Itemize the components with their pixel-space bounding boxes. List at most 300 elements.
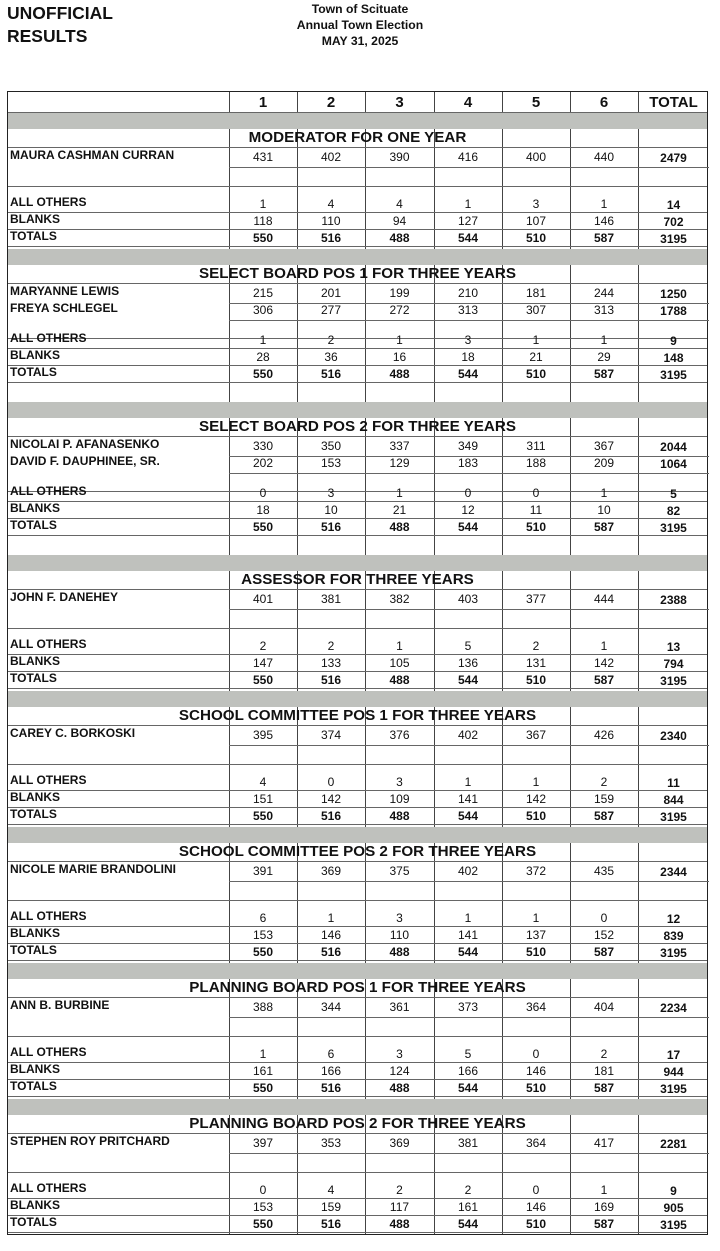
blanks-row-col-1: 153	[252, 1199, 274, 1214]
candidate-row-col-3: 129	[389, 455, 410, 470]
row-line	[8, 1198, 707, 1199]
candidate-row-col-2: 201	[320, 286, 342, 300]
candidate-row-col-5: 364	[525, 1136, 547, 1150]
candidate-name: JOHN F. DANEHEY	[10, 590, 119, 604]
totals-row-col-5: 510	[525, 1216, 547, 1231]
totals-row-col-4: 544	[457, 808, 479, 823]
candidate-name: STEPHEN ROY PRITCHARD	[10, 1134, 170, 1148]
blanks-row-col-2: 146	[320, 927, 342, 942]
candidate-row-col-6: 313	[593, 302, 615, 317]
blanks-row-col-6: 159	[593, 791, 615, 806]
candidate-row-col-3: 272	[389, 302, 410, 317]
candidate-row-col-1: 306	[252, 302, 274, 317]
blanks-row-col-6: 10	[597, 502, 611, 517]
blanks-row-col-1: 151	[252, 791, 274, 806]
candidate-row-col-1: 215	[252, 286, 274, 300]
all-others-row-col-1: 2	[259, 639, 267, 653]
blanks-row-col-3: 109	[389, 791, 410, 806]
all-others-row-col-1: 0	[259, 1183, 267, 1197]
candidate-row-col-2: 153	[320, 455, 342, 470]
totals-row-col-1: 550	[252, 944, 274, 959]
candidate-row-col-1: 391	[252, 864, 274, 878]
candidate-row-col-6: 444	[593, 592, 615, 606]
candidate-row-col-2: 369	[320, 864, 342, 878]
all-others-row-col-6: 1	[600, 486, 608, 500]
blanks-row-col-5: 142	[525, 791, 547, 806]
totals-row-col-3: 488	[389, 366, 410, 381]
blanks-row-col-4: 18	[461, 349, 475, 364]
candidate-row-col-2: 350	[320, 439, 342, 453]
blanks-row-col-3: 21	[392, 502, 407, 517]
candidate-row-col-3: 199	[389, 286, 410, 300]
section-separator-band	[8, 555, 707, 571]
blanks-row-total: 905	[663, 1200, 684, 1215]
all-others-row-total: 11	[667, 776, 680, 790]
row-line	[8, 671, 707, 672]
candidate-name: ANN B. BURBINE	[10, 998, 110, 1012]
candidate-row-col-6: 244	[593, 286, 615, 300]
row-line	[8, 518, 707, 519]
candidate-row-col-6: 417	[593, 1136, 615, 1150]
blanks-row-col-4: 141	[457, 791, 479, 806]
totals-row-col-2: 516	[320, 944, 342, 959]
row-line	[8, 365, 707, 366]
totals-row-col-6: 587	[593, 672, 615, 687]
row-line	[8, 628, 707, 629]
all-others-row-col-1: 0	[259, 486, 267, 500]
section-bottom-line	[8, 960, 707, 961]
blanks-row-col-6: 142	[593, 655, 615, 670]
totals-row-total: 3195	[660, 673, 687, 688]
totals-row-col-4: 544	[457, 366, 479, 381]
totals-row-col-5: 510	[525, 944, 547, 959]
candidate-row-col-2: 402	[320, 150, 342, 164]
totals-row-col-5: 510	[525, 519, 547, 534]
candidate-row-col-2: 353	[320, 1136, 342, 1150]
all-others-row-col-5: 2	[532, 639, 540, 653]
all-others-row-total: 12	[666, 912, 681, 926]
totals-row-label: TOTALS	[10, 1214, 57, 1229]
candidate-row-col-4: 403	[457, 592, 479, 606]
section-title: MODERATOR FOR ONE YEAR	[248, 129, 467, 146]
candidate-row-col-3: 361	[389, 1000, 410, 1014]
candidate-row-col-6: 426	[593, 728, 615, 742]
blanks-row-label: BLANKS	[10, 1061, 60, 1076]
all-others-row-total: 9	[670, 334, 677, 348]
candidate-row-col-3: 382	[389, 592, 410, 606]
candidate-row-col-4: 416	[457, 150, 479, 164]
blanks-row-col-4: 141	[457, 927, 479, 942]
row-line	[8, 790, 707, 791]
all-others-row-col-2: 1	[327, 911, 335, 925]
blanks-row-col-2: 159	[320, 1199, 342, 1214]
all-others-row-total: 9	[670, 1184, 677, 1198]
totals-row-col-3: 488	[389, 519, 410, 534]
blanks-row-col-4: 12	[461, 502, 475, 517]
candidate-row-total: 2479	[660, 151, 687, 165]
candidate-row-total: 1250	[660, 287, 687, 301]
section-title: SCHOOL COMMITTEE POS 1 FOR THREE YEARS	[178, 707, 537, 724]
section-bottom-line	[8, 246, 707, 247]
all-others-row-col-3: 3	[396, 775, 403, 789]
candidate-row-col-3: 375	[389, 864, 410, 878]
all-others-row-col-1: 1	[259, 197, 267, 211]
blanks-row-col-1: 28	[256, 349, 270, 364]
row-line	[229, 1017, 709, 1018]
totals-row-total: 3195	[660, 1217, 687, 1232]
row-line	[8, 212, 707, 213]
totals-row-col-4: 544	[457, 1080, 479, 1095]
totals-row-col-3: 488	[389, 1080, 410, 1095]
blanks-row-col-5: 21	[529, 349, 543, 364]
candidate-row-col-4: 210	[457, 286, 479, 300]
blanks-row-col-1: 147	[252, 655, 274, 670]
all-others-row-col-3: 3	[396, 1047, 403, 1061]
all-others-row-col-3: 1	[396, 333, 403, 347]
all-others-row-col-6: 2	[600, 1047, 608, 1061]
section-title: SCHOOL COMMITTEE POS 2 FOR THREE YEARS	[178, 843, 537, 860]
column-header-2: 2	[326, 94, 336, 111]
all-others-row-label: ALL OTHERS	[10, 195, 87, 209]
candidate-row-col-5: 188	[525, 455, 547, 470]
totals-row-col-5: 510	[525, 1080, 547, 1095]
all-others-row-label: ALL OTHERS	[10, 484, 87, 498]
totals-row-col-1: 550	[252, 519, 274, 534]
blanks-row-col-3: 110	[389, 927, 410, 942]
totals-row-col-3: 488	[389, 672, 410, 687]
section-title: ASSESSOR FOR THREE YEARS	[241, 571, 474, 588]
blanks-row-label: BLANKS	[10, 347, 60, 362]
all-others-row-total: 14	[666, 198, 681, 212]
section-title: PLANNING BOARD POS 1 FOR THREE YEARS	[189, 979, 526, 996]
candidate-row-col-6: 367	[593, 439, 615, 453]
all-others-row-col-6: 2	[600, 775, 608, 789]
blanks-row-col-3: 16	[392, 349, 407, 364]
all-others-row-col-1: 4	[259, 775, 267, 789]
blanks-row-col-1: 153	[252, 927, 274, 942]
all-others-row-col-6: 1	[600, 639, 608, 653]
all-others-row-col-3: 2	[396, 1183, 403, 1197]
candidate-row-col-1: 401	[252, 592, 274, 606]
candidate-row-col-6: 209	[593, 455, 615, 470]
all-others-row-col-2: 2	[327, 639, 335, 653]
totals-row-col-2: 516	[320, 1216, 342, 1231]
blanks-row-col-1: 118	[253, 213, 273, 228]
all-others-row-label: ALL OTHERS	[10, 909, 87, 923]
row-line	[229, 609, 709, 610]
totals-row-col-5: 510	[525, 672, 547, 687]
candidate-row-col-3: 376	[389, 728, 410, 742]
row-line	[8, 654, 707, 655]
all-others-row-label: ALL OTHERS	[10, 637, 87, 651]
all-others-row-col-4: 1	[464, 775, 472, 789]
all-others-row-col-3: 1	[396, 486, 403, 500]
totals-row-total: 3195	[660, 520, 687, 535]
candidate-name: FREYA SCHLEGEL	[10, 300, 118, 315]
totals-row-col-6: 587	[593, 519, 615, 534]
candidate-row-col-1: 431	[252, 150, 274, 164]
candidate-row-total: 2281	[660, 1137, 687, 1151]
section-title: PLANNING BOARD POS 2 FOR THREE YEARS	[189, 1115, 526, 1132]
all-others-row-col-4: 0	[464, 486, 472, 500]
candidate-row-col-1: 395	[252, 728, 274, 742]
blanks-row-col-2: 142	[320, 791, 342, 806]
section-bottom-line	[8, 824, 707, 825]
row-line	[8, 807, 707, 808]
candidate-row-col-3: 390	[389, 150, 410, 164]
totals-row-label: TOTALS	[10, 1078, 57, 1093]
candidate-row-col-1: 397	[252, 1136, 274, 1150]
blanks-row-col-1: 161	[252, 1063, 274, 1078]
totals-row-label: TOTALS	[10, 806, 57, 821]
candidate-row-col-2: 344	[320, 1000, 342, 1014]
all-others-row-col-4: 2	[464, 1183, 472, 1197]
row-line	[8, 1215, 707, 1216]
all-others-row-label: ALL OTHERS	[10, 1045, 87, 1059]
candidate-row-col-6: 435	[593, 864, 615, 878]
all-others-row-col-5: 0	[532, 486, 540, 500]
totals-row-col-2: 516	[320, 1080, 342, 1095]
column-header-total: TOTAL	[649, 94, 698, 111]
candidate-row-col-4: 381	[457, 1136, 479, 1150]
candidate-name: NICOLE MARIE BRANDOLINI	[10, 862, 176, 876]
row-line	[229, 881, 709, 882]
results-table	[7, 91, 708, 1235]
blanks-row-col-2: 133	[320, 655, 342, 670]
section-separator-band	[8, 963, 707, 979]
blanks-row-total: 844	[663, 792, 684, 807]
column-header-6: 6	[599, 94, 609, 111]
totals-row-total: 3195	[660, 945, 687, 960]
all-others-row-col-5: 1	[532, 911, 540, 925]
town-name: Town of Scituate	[311, 2, 409, 16]
all-others-row-col-3: 3	[396, 911, 403, 925]
candidate-row-col-5: 367	[525, 728, 547, 742]
all-others-row-col-2: 4	[327, 1183, 335, 1197]
totals-row-label: TOTALS	[10, 670, 57, 685]
blanks-row-label: BLANKS	[10, 211, 60, 226]
all-others-row-col-4: 3	[464, 333, 472, 347]
blanks-row-total: 944	[663, 1064, 684, 1079]
totals-row-col-1: 550	[252, 1080, 274, 1095]
totals-row-col-3: 488	[389, 944, 410, 959]
row-line	[8, 764, 707, 765]
all-others-row-col-2: 3	[327, 486, 335, 500]
blanks-row-col-6: 169	[593, 1199, 615, 1214]
section-bottom-line	[8, 1096, 707, 1097]
blanks-row-col-2: 10	[324, 502, 338, 517]
all-others-row-col-6: 0	[600, 911, 608, 925]
candidate-row-col-4: 402	[457, 864, 479, 878]
candidate-name: MARYANNE LEWIS	[10, 284, 120, 298]
row-line	[229, 320, 709, 321]
blanks-row-col-5: 137	[525, 927, 547, 942]
all-others-row-col-2: 6	[327, 1047, 335, 1061]
all-others-row-col-2: 0	[327, 775, 335, 789]
candidate-row-col-2: 381	[320, 592, 342, 606]
totals-row-total: 3195	[660, 1081, 687, 1096]
totals-row-col-3: 488	[389, 1216, 410, 1231]
unofficial-results-label	[7, 2, 113, 48]
candidate-row-col-4: 402	[457, 728, 479, 742]
all-others-row-col-1: 1	[259, 1047, 267, 1061]
candidate-row-col-6: 440	[593, 150, 615, 164]
candidate-row-col-3: 337	[389, 439, 410, 453]
blanks-row-col-5: 11	[529, 502, 543, 517]
all-others-row-col-2: 4	[327, 197, 335, 211]
candidate-row-col-6: 404	[593, 1000, 615, 1014]
candidate-row-col-3: 369	[389, 1136, 410, 1150]
candidate-row-col-5: 364	[525, 1000, 547, 1014]
page-header	[0, 0, 720, 90]
candidate-row-col-2: 277	[320, 302, 342, 317]
blanks-row-total: 794	[663, 656, 684, 671]
candidate-name: NICOLAI P. AFANASENKO	[10, 437, 160, 451]
row-line	[8, 348, 707, 349]
blanks-row-col-5: 131	[525, 655, 547, 670]
blanks-row-col-6: 29	[597, 349, 611, 364]
row-line	[8, 1079, 707, 1080]
totals-row-col-5: 510	[525, 230, 547, 245]
row-line	[229, 473, 709, 474]
blanks-row-col-5: 146	[525, 1063, 547, 1078]
blanks-row-col-1: 18	[256, 502, 270, 517]
all-others-row-col-1: 6	[259, 911, 267, 925]
totals-row-col-6: 587	[593, 1216, 615, 1231]
totals-row-label: TOTALS	[10, 517, 57, 532]
totals-row-col-1: 550	[252, 230, 274, 245]
totals-row-col-1: 550	[252, 366, 274, 381]
blanks-row-label: BLANKS	[10, 1197, 60, 1212]
blanks-row-col-2: 36	[324, 349, 338, 364]
section-separator-band	[8, 402, 707, 418]
totals-row-col-6: 587	[593, 366, 615, 381]
all-others-row-col-3: 1	[396, 639, 403, 653]
candidate-row-col-2: 374	[320, 728, 342, 742]
totals-row-col-2: 516	[320, 230, 342, 245]
totals-row-col-4: 544	[457, 672, 479, 687]
blanks-row-total: 148	[663, 350, 684, 365]
totals-row-total: 3195	[660, 231, 687, 246]
totals-row-total: 3195	[660, 809, 687, 824]
section-separator-band	[8, 827, 707, 843]
candidate-row-total: 2344	[660, 865, 687, 879]
candidate-row-total: 2044	[660, 440, 687, 454]
blanks-row-col-6: 152	[593, 927, 615, 942]
blanks-row-col-3: 117	[389, 1199, 410, 1214]
totals-row-col-6: 587	[593, 944, 615, 959]
totals-row-col-3: 488	[389, 808, 410, 823]
all-others-row-col-5: 1	[532, 333, 540, 347]
row-line	[8, 229, 707, 230]
all-others-row-col-3: 4	[396, 197, 403, 211]
column-header-4: 4	[463, 94, 473, 111]
election-date: MAY 31, 2025	[321, 34, 399, 48]
election-title	[200, 1, 520, 49]
totals-row-col-1: 550	[252, 808, 274, 823]
candidate-row-col-1: 388	[252, 1000, 274, 1014]
totals-row-col-2: 516	[320, 672, 342, 687]
blanks-row-label: BLANKS	[10, 653, 60, 668]
section-bottom-line	[8, 382, 707, 383]
row-line	[8, 501, 707, 502]
totals-row-col-4: 544	[457, 230, 479, 245]
candidate-row-col-4: 313	[457, 302, 479, 317]
all-others-row-col-6: 1	[600, 197, 608, 211]
totals-row-col-4: 544	[457, 1216, 479, 1231]
row-line	[229, 167, 709, 168]
candidate-row-col-5: 372	[525, 864, 547, 878]
candidate-row-col-5: 307	[525, 302, 547, 317]
all-others-row-col-1: 1	[259, 333, 267, 347]
candidate-name: CAREY C. BORKOSKI	[10, 726, 136, 740]
blanks-row-col-6: 181	[593, 1063, 615, 1078]
all-others-row-col-4: 1	[464, 911, 472, 925]
all-others-row-total: 17	[666, 1048, 681, 1062]
blanks-row-col-4: 127	[457, 213, 479, 228]
row-line	[8, 1062, 707, 1063]
totals-row-col-1: 550	[252, 1216, 274, 1231]
status-line: UNOFFICIAL RESULTS	[7, 3, 113, 46]
candidate-row-total: 1064	[660, 456, 687, 471]
totals-row-col-3: 488	[389, 230, 410, 245]
row-line	[8, 900, 707, 901]
all-others-row-total: 5	[670, 487, 677, 501]
totals-row-col-5: 510	[525, 808, 547, 823]
all-others-row-col-5: 0	[532, 1183, 540, 1197]
blanks-row-col-6: 146	[593, 213, 615, 228]
blanks-row-col-3: 94	[392, 213, 407, 228]
totals-row-col-4: 544	[457, 519, 479, 534]
candidate-row-col-4: 183	[457, 455, 479, 470]
section-separator-band	[8, 113, 707, 129]
row-line	[8, 1172, 707, 1173]
candidate-row-total: 2340	[660, 729, 687, 743]
row-line	[229, 1153, 709, 1154]
candidate-row-col-5: 311	[526, 439, 546, 453]
blanks-row-col-5: 107	[525, 213, 547, 228]
all-others-row-label: ALL OTHERS	[10, 331, 87, 345]
blanks-row-col-4: 136	[457, 655, 479, 670]
totals-row-col-6: 587	[593, 230, 615, 245]
all-others-row-col-5: 3	[532, 197, 540, 211]
candidate-name: MAURA CASHMAN CURRAN	[10, 148, 175, 162]
candidate-row-total: 1788	[660, 303, 687, 318]
totals-row-col-4: 544	[457, 944, 479, 959]
all-others-row-col-5: 0	[532, 1047, 540, 1061]
row-line	[229, 745, 709, 746]
all-others-row-total: 13	[666, 640, 681, 654]
election-name: Annual Town Election	[296, 18, 424, 32]
blanks-row-total: 839	[663, 928, 684, 943]
blanks-row-total: 82	[666, 503, 681, 518]
blanks-row-col-4: 161	[457, 1199, 479, 1214]
column-header-3: 3	[395, 94, 404, 111]
blanks-row-label: BLANKS	[10, 789, 60, 804]
candidate-name: DAVID F. DAUPHINEE, SR.	[10, 453, 160, 468]
candidate-row-total: 2388	[660, 593, 687, 607]
candidate-row-total: 2234	[660, 1001, 687, 1015]
section-title: SELECT BOARD POS 2 FOR THREE YEARS	[198, 418, 517, 435]
totals-row-col-1: 550	[252, 672, 274, 687]
totals-row-col-6: 587	[593, 1080, 615, 1095]
candidate-row-col-5: 400	[525, 150, 547, 164]
all-others-row-label: ALL OTHERS	[10, 773, 87, 787]
candidate-row-col-1: 202	[252, 455, 274, 470]
all-others-row-col-6: 1	[600, 333, 608, 347]
row-line	[8, 943, 707, 944]
row-line	[8, 1036, 707, 1037]
